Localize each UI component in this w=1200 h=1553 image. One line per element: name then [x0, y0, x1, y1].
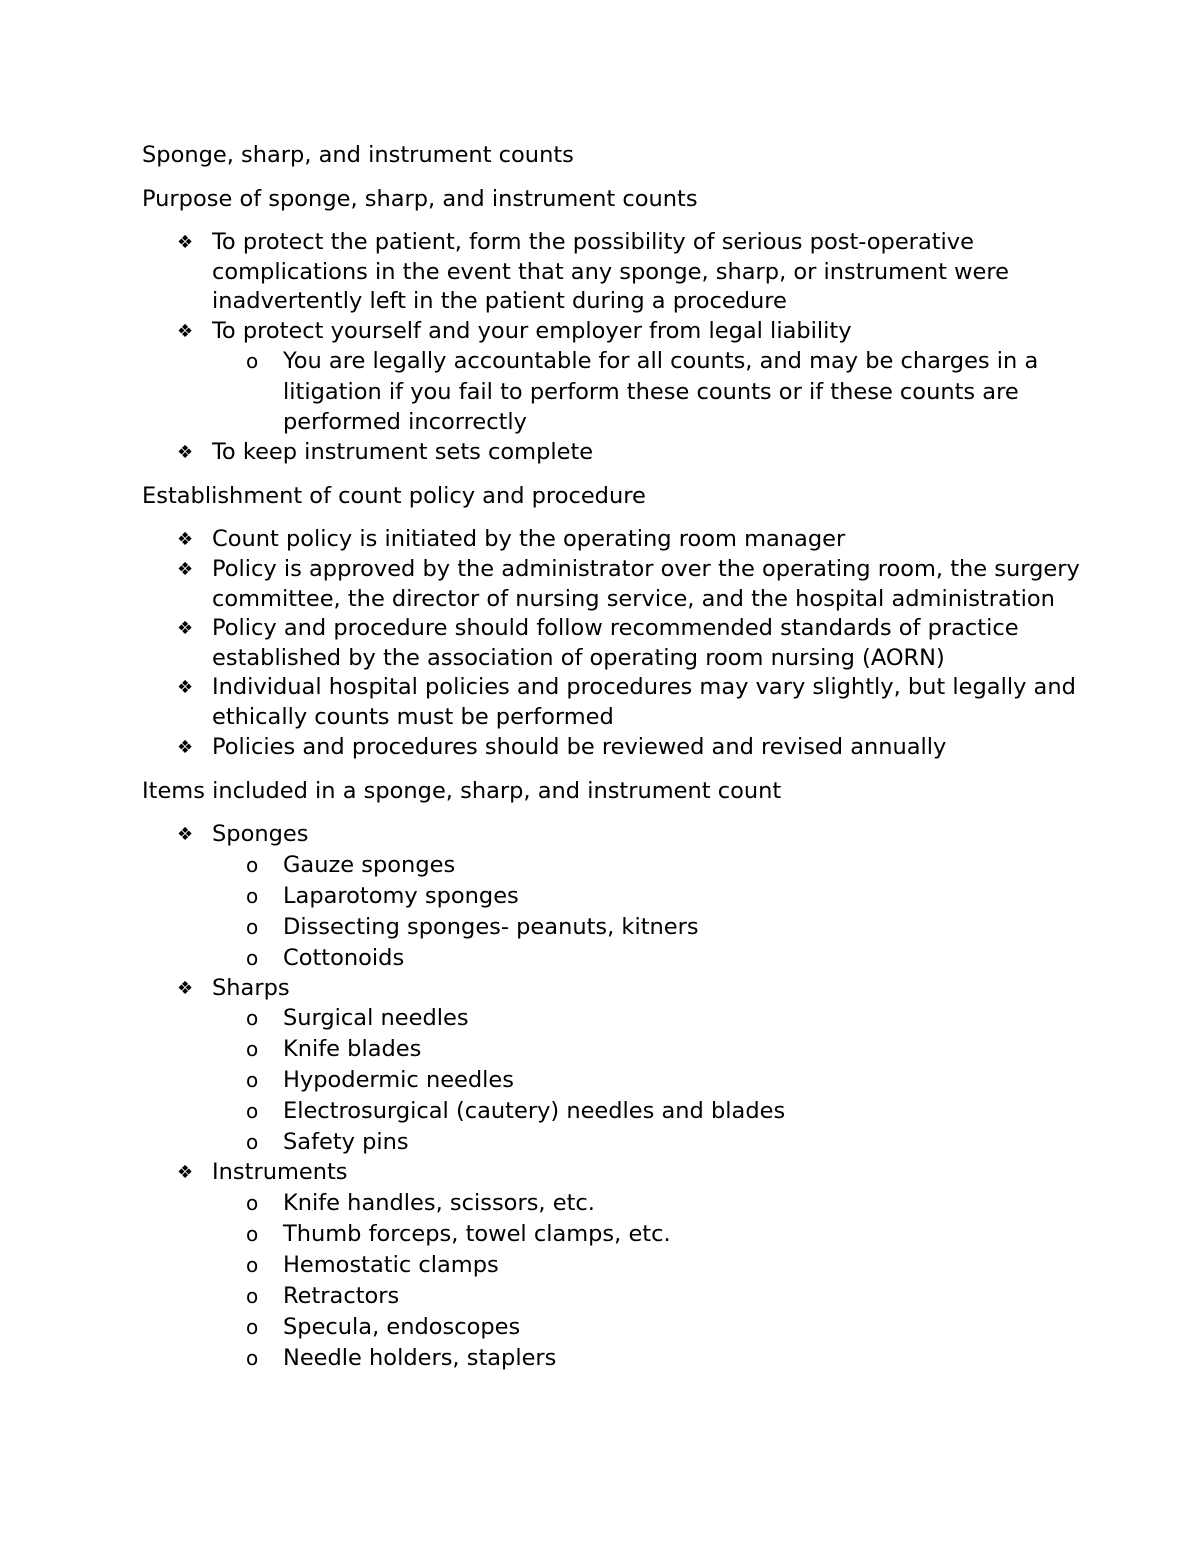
sub-list-item-text: Safety pins: [283, 1129, 409, 1156]
list-item-text: Individual hospital policies and procedures may vary slightly, but legally and ethically counts must be performed: [212, 674, 1076, 731]
list-item: [142, 555, 1082, 614]
circle-bullet-icon: o: [246, 852, 259, 877]
section-heading-purpose: Purpose of sponge, sharp, and instrument counts: [142, 186, 698, 212]
sub-list-item-text: Needle holders, staplers: [283, 1345, 557, 1371]
list-item: [142, 438, 1082, 468]
sub-list-item: [212, 346, 1082, 438]
list-item: [142, 820, 1082, 974]
sub-list-item-text: Dissecting sponges- peanuts, kitners: [283, 913, 699, 940]
sub-list-item: [212, 1188, 1082, 1219]
circle-bullet-icon: o: [246, 1130, 259, 1155]
list-item-text: Instruments: [212, 1159, 348, 1186]
circle-bullet-icon: o: [246, 349, 259, 374]
list-item: [142, 525, 1082, 555]
sub-list-item: [212, 1219, 1082, 1250]
sub-list: [212, 346, 1082, 438]
list-item-text: Policy is approved by the administrator over the operating room, the surgery committee, the director of nursing service, and the hospital administration: [212, 556, 1080, 612]
list-item: [142, 614, 1082, 673]
sub-list-item: [212, 1250, 1082, 1281]
sub-list-item-text: Knife handles, scissors, etc.: [283, 1190, 595, 1216]
sub-list: [212, 850, 1082, 974]
list-item-text: To protect yourself and your employer from legal liability: [212, 317, 852, 344]
sub-list: [212, 1003, 1082, 1158]
sub-list-item: [212, 881, 1082, 912]
sub-list-item-text: Laparotomy sponges: [283, 882, 519, 909]
circle-bullet-icon: o: [246, 945, 259, 970]
list-item-text: Policy and procedure should follow recommended standards of practice established by the association of operating room nursing (AORN): [212, 615, 1019, 671]
list-item-text: To protect the patient, form the possibility of serious post-operative complications in the event that any sponge, sharp, or instrument were inadvertently left in the patient during a procedure: [212, 229, 1009, 315]
sub-list-item-text: Retractors: [283, 1283, 400, 1309]
circle-bullet-icon: o: [246, 914, 259, 939]
list-item: [142, 228, 1082, 317]
sub-list-item-text: Hypodermic needles: [283, 1067, 514, 1094]
sub-list-item: [212, 1312, 1082, 1343]
circle-bullet-icon: o: [246, 1284, 259, 1308]
circle-bullet-icon: o: [246, 1191, 259, 1215]
document-page: [142, 140, 1082, 1388]
diamond-bullet-icon: ❖: [177, 677, 194, 699]
sub-list: [212, 1188, 1082, 1374]
sub-list-item-text: Electrosurgical (cautery) needles and blades: [283, 1098, 786, 1125]
sub-list-item-text: You are legally accountable for all counts, and may be charges in a litigation if you fail to perform these counts or if these counts are performed incorrectly: [283, 348, 1039, 436]
circle-bullet-icon: o: [246, 1037, 259, 1062]
sub-list-item: [212, 1065, 1082, 1096]
list-item: [142, 317, 1082, 438]
sub-list-item: [212, 1096, 1082, 1127]
sub-list-item-text: Thumb forceps, towel clamps, etc.: [283, 1221, 671, 1247]
circle-bullet-icon: o: [246, 1099, 259, 1124]
sub-list-item-text: Specula, endoscopes: [283, 1314, 521, 1340]
list-item-text: To keep instrument sets complete: [212, 438, 594, 465]
list-item-text: Sponges: [212, 821, 309, 848]
sub-list-item: [212, 943, 1082, 974]
sub-list-item: [212, 1127, 1082, 1158]
circle-bullet-icon: o: [246, 1006, 259, 1031]
diamond-bullet-icon: ❖: [177, 977, 194, 999]
diamond-bullet-icon: ❖: [177, 618, 194, 640]
circle-bullet-icon: o: [246, 1222, 259, 1246]
diamond-bullet-icon: ❖: [177, 529, 194, 551]
sub-list-item: [212, 1343, 1082, 1374]
sub-list-item: [212, 1281, 1082, 1312]
diamond-bullet-icon: ❖: [177, 1162, 194, 1184]
diamond-bullet-icon: ❖: [177, 441, 194, 463]
sub-list-item: [212, 912, 1082, 943]
circle-bullet-icon: o: [246, 1315, 259, 1339]
sub-list-item-text: Cottonoids: [283, 944, 405, 971]
circle-bullet-icon: o: [246, 883, 259, 908]
diamond-bullet-icon: ❖: [177, 232, 194, 253]
items-included-list: [142, 820, 1082, 1374]
diamond-bullet-icon: ❖: [177, 320, 194, 342]
diamond-bullet-icon: ❖: [177, 559, 194, 581]
list-item: [142, 733, 1082, 763]
sub-list-item: [212, 1034, 1082, 1065]
list-item-text: Policies and procedures should be reviewed and revised annually: [212, 733, 947, 760]
list-item-text: Sharps: [212, 974, 290, 1001]
sub-list-item: [212, 1003, 1082, 1034]
list-item: [142, 974, 1082, 1159]
diamond-bullet-icon: ❖: [177, 736, 194, 758]
sub-list-item-text: Hemostatic clamps: [283, 1252, 499, 1278]
establishment-list: [142, 525, 1082, 762]
sub-list-item-text: Gauze sponges: [283, 851, 456, 878]
document-title: Sponge, sharp, and instrument counts: [142, 142, 574, 168]
diamond-bullet-icon: ❖: [177, 824, 194, 846]
section-heading-items-included: Items included in a sponge, sharp, and instrument count: [142, 778, 782, 805]
circle-bullet-icon: o: [246, 1253, 259, 1277]
list-item: [142, 673, 1082, 732]
circle-bullet-icon: o: [246, 1068, 259, 1093]
list-item: [142, 1158, 1082, 1374]
circle-bullet-icon: o: [246, 1346, 259, 1370]
list-item-text: Count policy is initiated by the operating room manager: [212, 526, 846, 553]
sub-list-item-text: Knife blades: [283, 1036, 422, 1063]
sub-list-item: [212, 850, 1082, 881]
section-heading-establishment: Establishment of count policy and procedure: [142, 483, 646, 510]
sub-list-item-text: Surgical needles: [283, 1005, 469, 1032]
purpose-list: [142, 228, 1082, 467]
